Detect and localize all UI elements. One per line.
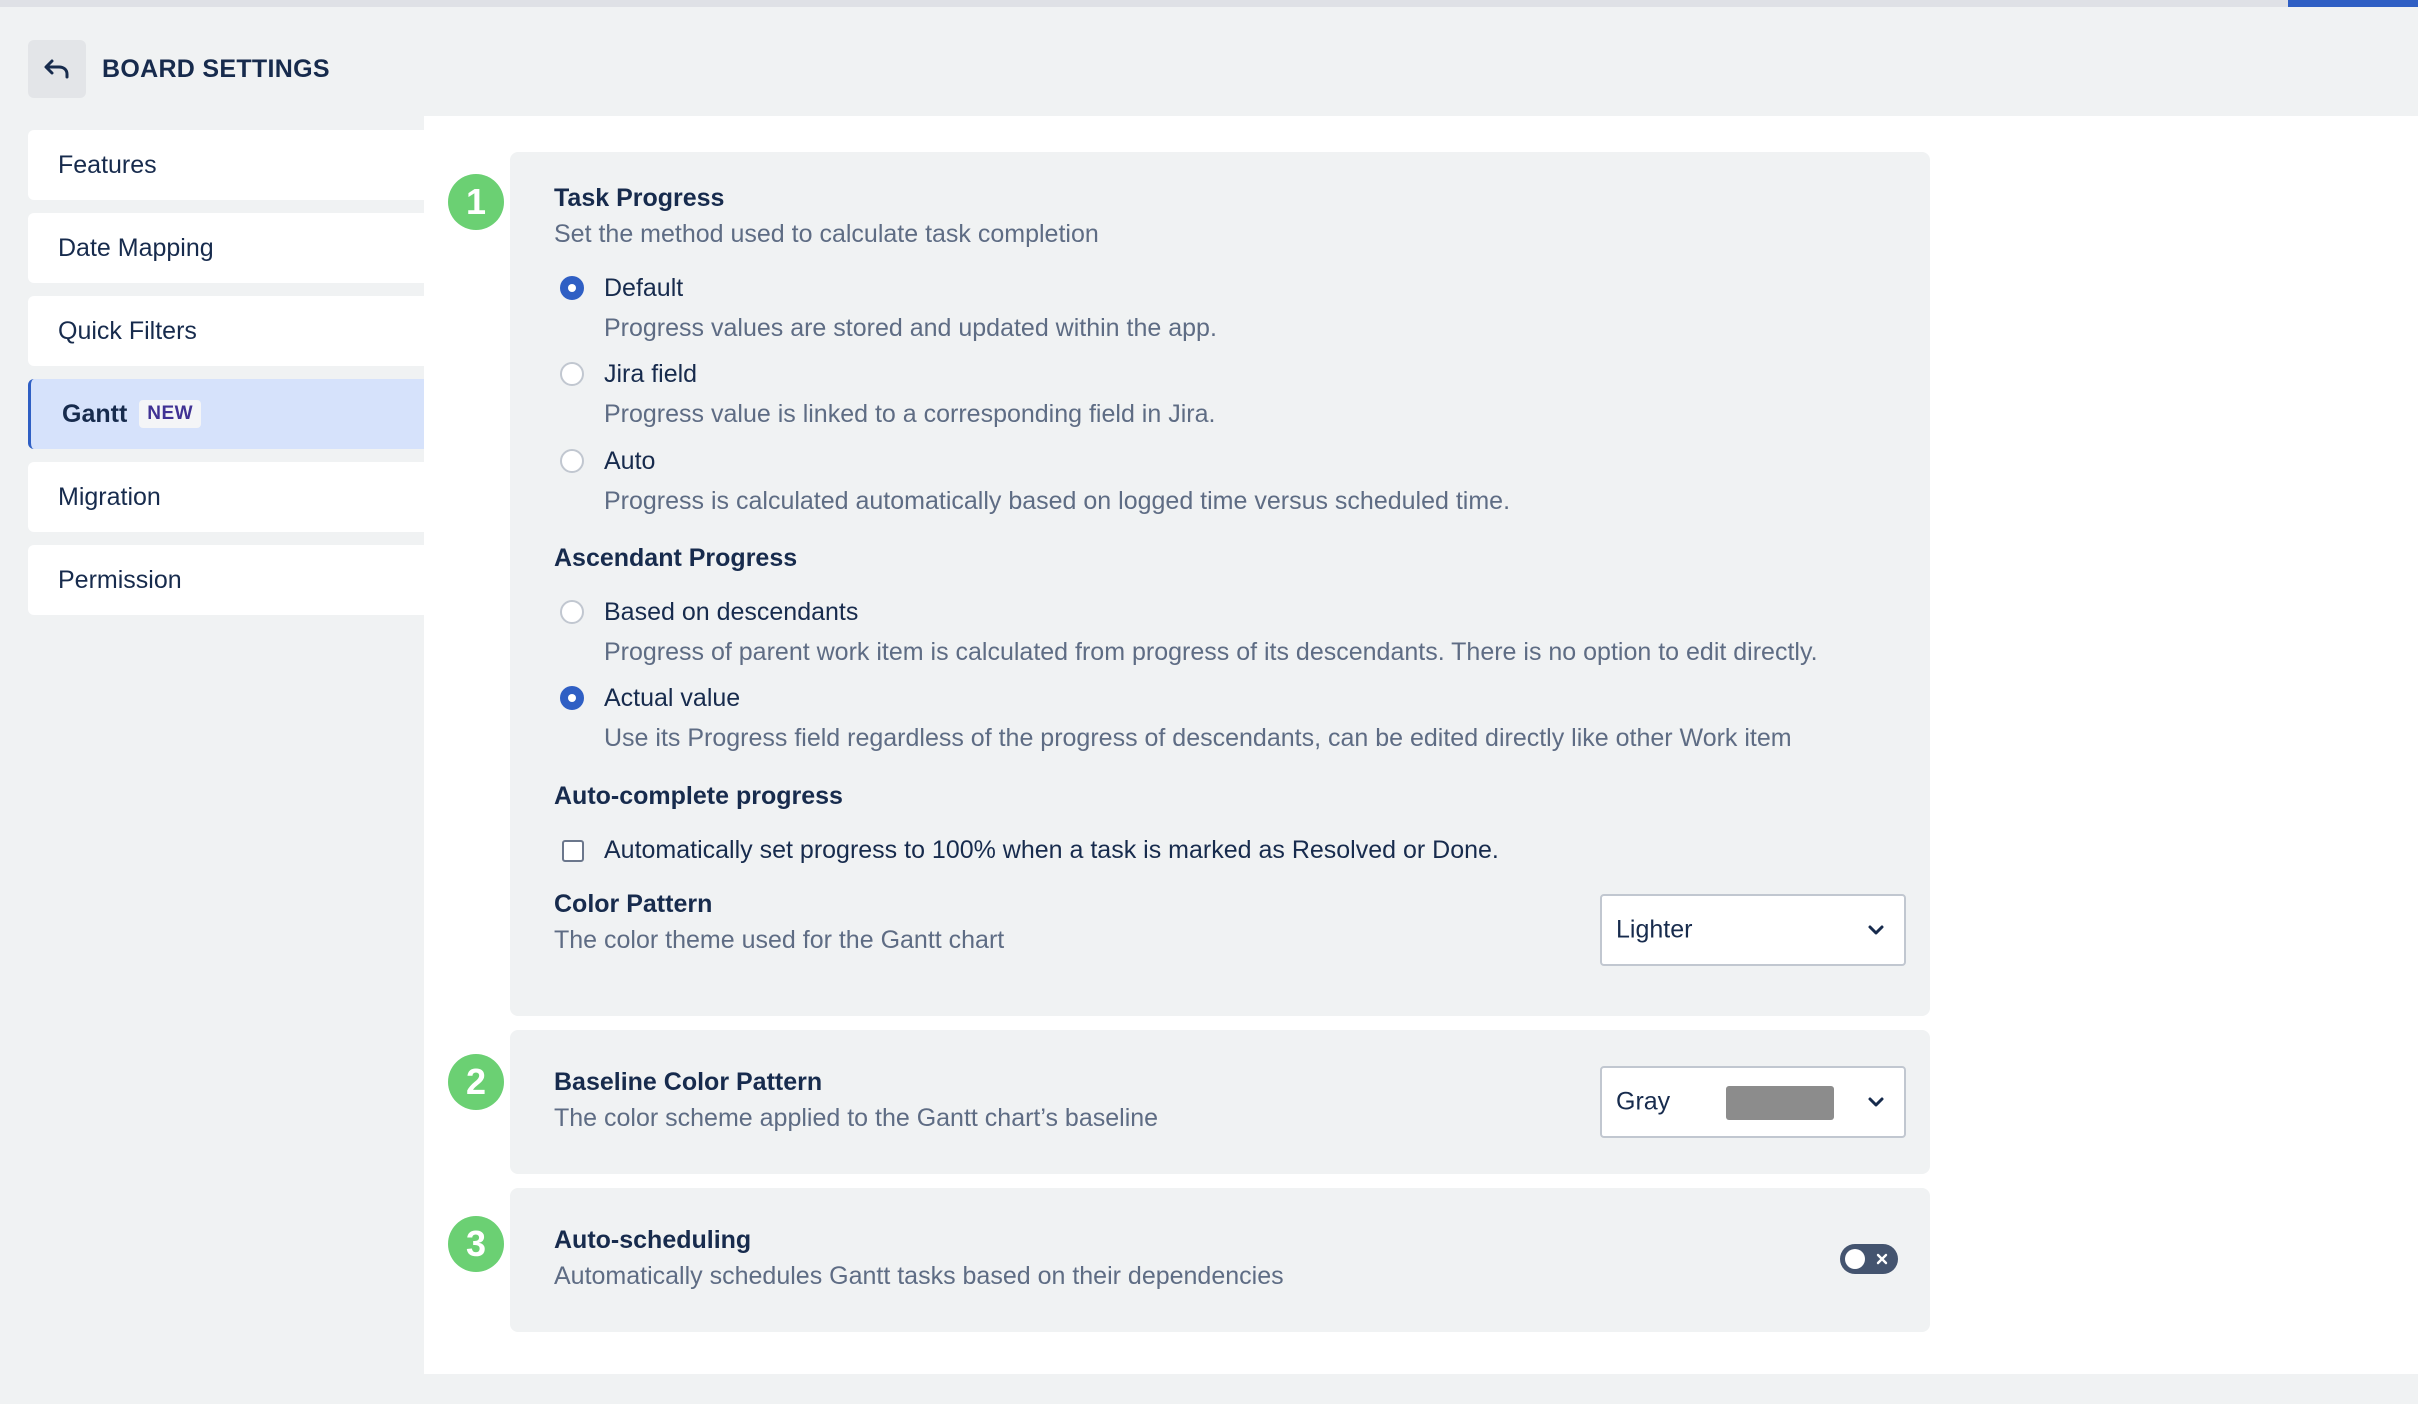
sidebar-item-label: Quick Filters (58, 316, 197, 345)
option-jira-field-description: Progress value is linked to a corresponding field in Jira. (604, 400, 1216, 428)
option-jira-field-label: Jira field (604, 360, 698, 388)
baseline-settings-card (510, 1030, 1930, 1174)
undo-arrow-icon (43, 58, 71, 80)
baseline-color-value: Gray (1616, 1087, 1671, 1116)
option-auto-description: Progress is calculated automatically based on logged time versus scheduled time. (604, 487, 1511, 515)
option-actual-value-label: Actual value (604, 684, 741, 712)
sidebar-item-label: Date Mapping (58, 233, 214, 262)
sidebar-item-quick-filters[interactable] (28, 296, 424, 366)
sidebar-item-gantt[interactable] (28, 379, 424, 449)
baseline-color-pattern-description: The color scheme applied to the Gantt chart’s baseline (554, 1104, 1159, 1132)
option-auto-label: Auto (604, 447, 656, 475)
sidebar-item-label: Permission (58, 565, 182, 594)
page-title: BOARD SETTINGS (102, 54, 330, 83)
active-tab-indicator (2288, 0, 2418, 7)
sidebar-item-date-mapping[interactable] (28, 213, 424, 283)
close-icon (1875, 1252, 1889, 1266)
color-swatch (1726, 1086, 1834, 1120)
baseline-color-select[interactable] (1600, 1066, 1906, 1138)
option-default-description: Progress values are stored and updated within the app. (604, 314, 1217, 342)
auto-scheduling-card (510, 1188, 1930, 1332)
radio-default[interactable] (560, 276, 584, 300)
settings-content (424, 116, 2418, 1374)
sidebar-item-permission[interactable] (28, 545, 424, 615)
step-badge-3: 3 (448, 1216, 504, 1272)
sidebar-item-migration[interactable] (28, 462, 424, 532)
back-button[interactable] (28, 40, 86, 98)
radio-based-on-descendants[interactable] (560, 600, 584, 624)
chevron-down-icon (1866, 1095, 1886, 1109)
auto-scheduling-title: Auto-scheduling (554, 1226, 752, 1254)
option-actual-value-description: Use its Progress field regardless of the progress of descendants, can be edited directly like other Work item (604, 724, 1792, 752)
sidebar-item-label: Migration (58, 482, 161, 511)
radio-jira-field[interactable] (560, 362, 584, 386)
radio-actual-value[interactable] (560, 686, 584, 710)
color-pattern-title: Color Pattern (554, 890, 713, 918)
chevron-down-icon (1866, 923, 1886, 937)
color-pattern-value: Lighter (1616, 915, 1693, 944)
sidebar-item-features[interactable] (28, 130, 424, 200)
auto-complete-checkbox[interactable] (562, 840, 584, 862)
task-progress-description: Set the method used to calculate task completion (554, 220, 1099, 248)
settings-sidebar (28, 130, 424, 628)
top-border (0, 0, 2418, 7)
auto-complete-checkbox-label: Automatically set progress to 100% when a task is marked as Resolved or Done. (604, 836, 1499, 864)
toggle-knob (1845, 1249, 1865, 1269)
auto-scheduling-toggle[interactable] (1840, 1244, 1898, 1274)
option-based-on-descendants-label: Based on descendants (604, 598, 859, 626)
step-badge-1: 1 (448, 174, 504, 230)
ascendant-progress-title: Ascendant Progress (554, 544, 798, 572)
task-progress-title: Task Progress (554, 184, 725, 212)
color-pattern-select[interactable] (1600, 894, 1906, 966)
auto-scheduling-description: Automatically schedules Gantt tasks based on their dependencies (554, 1262, 1284, 1290)
auto-complete-title: Auto-complete progress (554, 782, 843, 810)
option-based-on-descendants-description: Progress of parent work item is calculated from progress of its descendants. There is no option to edit directly. (604, 638, 1818, 666)
baseline-color-pattern-title: Baseline Color Pattern (554, 1068, 823, 1096)
progress-settings-card (510, 152, 1930, 1016)
radio-auto[interactable] (560, 449, 584, 473)
sidebar-item-label: Gantt (62, 399, 128, 428)
option-default-label: Default (604, 274, 684, 302)
page-header (28, 40, 330, 98)
step-badge-2: 2 (448, 1054, 504, 1110)
color-pattern-description: The color theme used for the Gantt chart (554, 926, 1005, 954)
new-badge: NEW (139, 400, 201, 428)
sidebar-item-label: Features (58, 150, 157, 179)
